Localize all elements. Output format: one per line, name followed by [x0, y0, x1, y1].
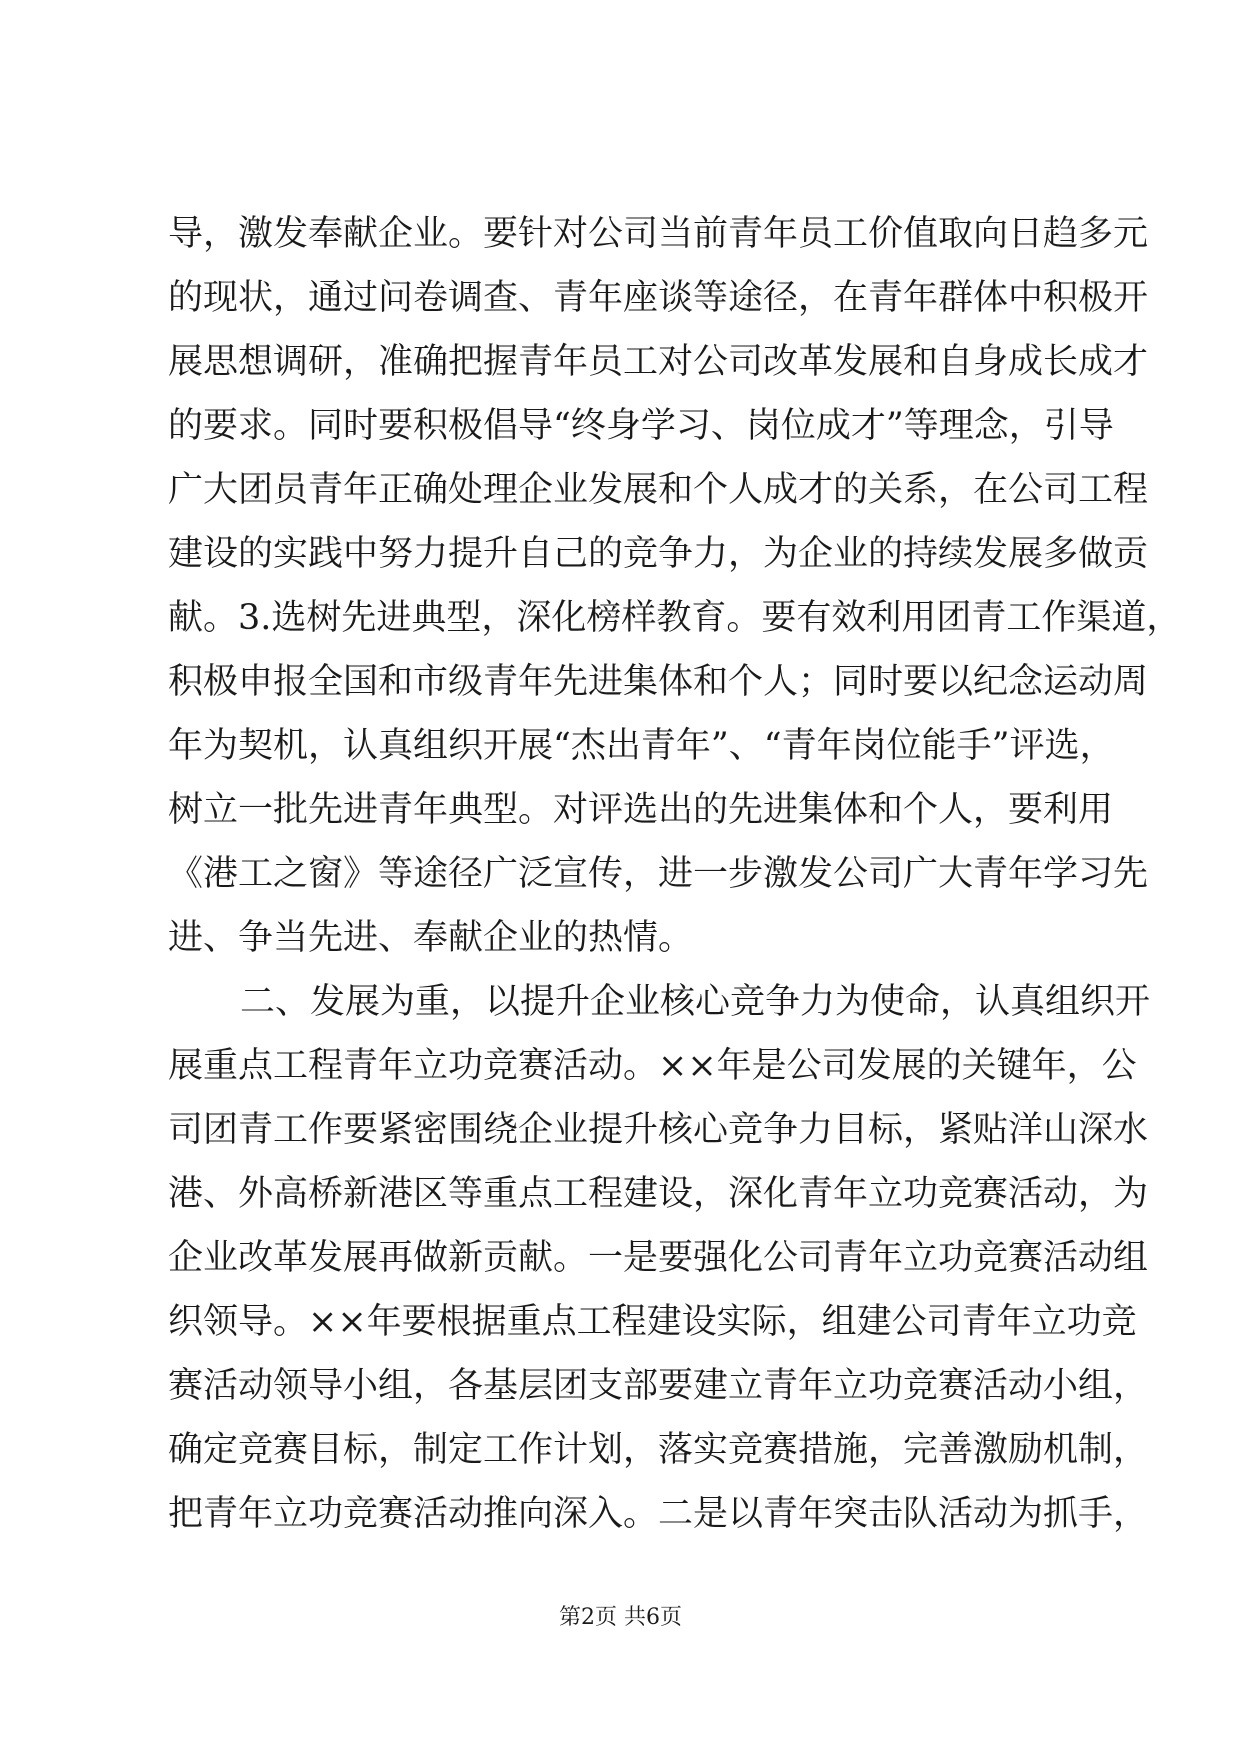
- text-line-10: 树立一批先进青年典型。对评选出的先进集体和个人，要利用: [168, 790, 1114, 830]
- text-line-21: 把青年立功竞赛活动推向深入。二是以青年突击队活动为抓手，: [168, 1494, 1149, 1534]
- text-line-11: 《港工之窗》等途径广泛宣传，进一步激发公司广大青年学习先: [168, 854, 1149, 894]
- text-line-7: 献。3.选树先进典型，深化榜样教育。要有效利用团青工作渠道，: [168, 598, 1182, 638]
- text-line-5: 广大团员青年正确处理企业发展和个人成才的关系，在公司工程: [168, 470, 1149, 510]
- page-number-footer: 第2页 共6页: [559, 1605, 682, 1630]
- text-line-18: 织领导。××年要根据重点工程建设实际，组建公司青年立功竞: [168, 1302, 1137, 1342]
- text-line-8: 积极申报全国和市级青年先进集体和个人；同时要以纪念运动周: [168, 662, 1149, 702]
- text-line-2: 的现状，通过问卷调查、青年座谈等途径，在青年群体中积极开: [168, 278, 1149, 318]
- text-line-17: 企业改革发展再做新贡献。一是要强化公司青年立功竞赛活动组: [168, 1238, 1149, 1278]
- text-line-16: 港、外高桥新港区等重点工程建设，深化青年立功竞赛活动，为: [168, 1174, 1149, 1214]
- text-line-1: 导，激发奉献企业。要针对公司当前青年员工价值取向日趋多元: [168, 214, 1149, 254]
- text-line-14: 展重点工程青年立功竞赛活动。××年是公司发展的关键年，公: [168, 1046, 1137, 1086]
- text-line-6: 建设的实践中努力提升自己的竞争力，为企业的持续发展多做贡: [168, 534, 1149, 574]
- text-line-12: 进、争当先进、奉献企业的热情。: [168, 918, 694, 958]
- text-line-19: 赛活动领导小组，各基层团支部要建立青年立功竞赛活动小组，: [168, 1366, 1149, 1406]
- text-line-9: 年为契机，认真组织开展“杰出青年”、“青年岗位能手”评选，: [168, 726, 1115, 766]
- text-line-4: 的要求。同时要积极倡导“终身学习、岗位成才”等理念，引导: [168, 406, 1114, 446]
- text-line-15: 司团青工作要紧密围绕企业提升核心竞争力目标，紧贴洋山深水: [168, 1110, 1149, 1150]
- text-line-20: 确定竞赛目标，制定工作计划，落实竞赛措施，完善激励机制，: [168, 1430, 1149, 1470]
- text-line-13: 二、发展为重，以提升企业核心竞争力为使命，认真组织开: [240, 982, 1151, 1022]
- text-line-3: 展思想调研，准确把握青年员工对公司改革发展和自身成长成才: [168, 342, 1149, 382]
